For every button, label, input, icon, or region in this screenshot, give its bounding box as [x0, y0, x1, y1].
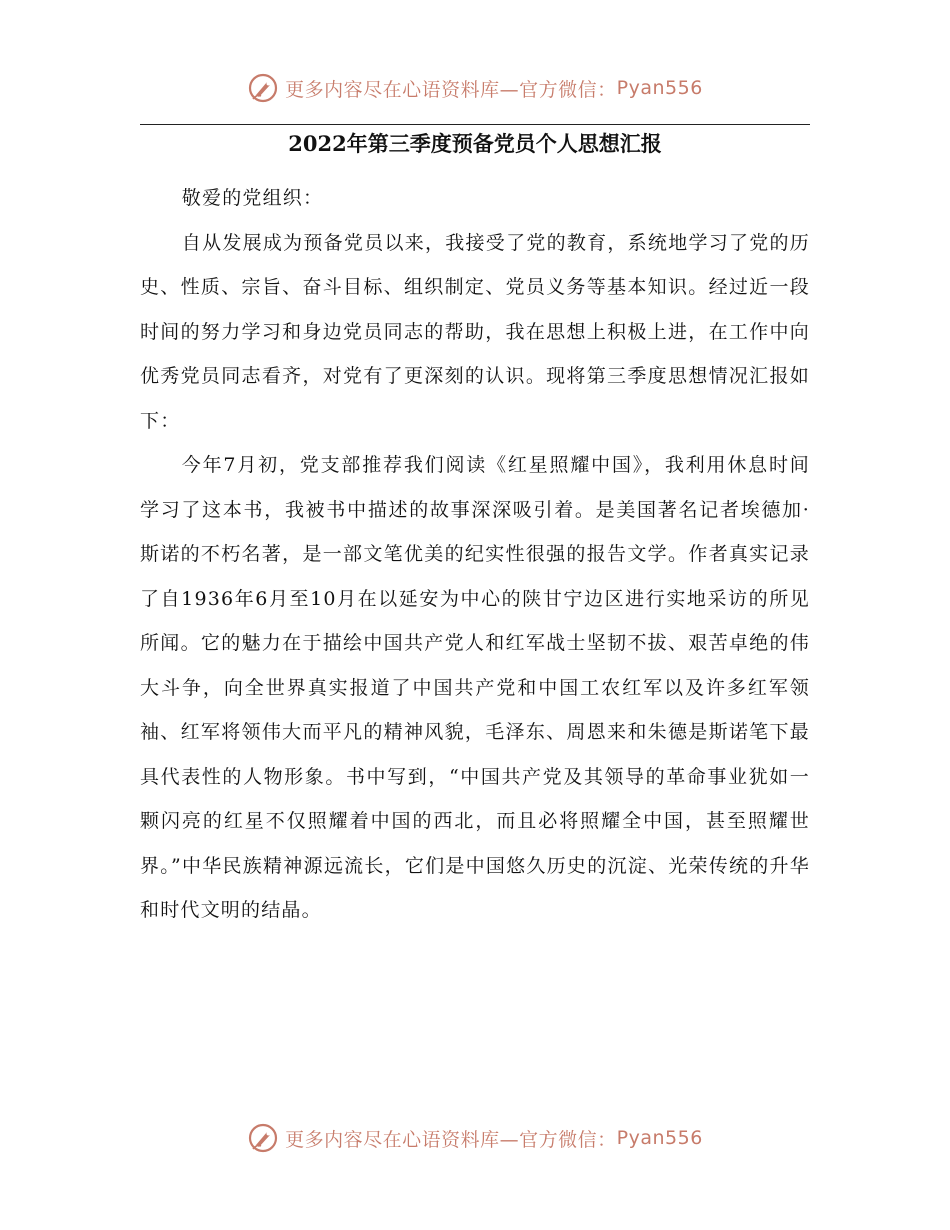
paragraph: 自从发展成为预备党员以来，我接受了党的教育，系统地学习了党的历史、性质、宗旨、奋斗目标、组织制定、党员义务等基本知识。经过近一段时间的努力学习和身边党员同志的帮助，我在思想上积极上进，在工作中向优秀党员同志看齐，对党有了更深刻的认识。现将第三季度思想情况汇报如下：: [140, 231, 810, 432]
banner-wechat-id: Pyan556: [616, 77, 703, 99]
footer-banner: [0, 1122, 950, 1154]
header-rule: [140, 124, 810, 125]
banner-text: 更多内容尽在心语资料库—官方微信：: [285, 1128, 617, 1151]
header-banner: [0, 72, 950, 104]
paragraph: 今年7月初，党支部推荐我们阅读《红星照耀中国》，我利用休息时间学习了这本书，我被书中描述的故事深深吸引着。是美国著名记者埃德加·斯诺的不朽名著，是一部文笔优美的纪实性很强的报告文学。作者真实记录了自1936年6月至10月在以延安为中心的陕甘宁边区进行实地采访的所见所闻。它的魅力在于描绘中国共产党人和红军战士坚韧不拔、艰苦卓绝的伟大斗争，向全世界真实报道了中国共产党和中国工农红军以及许多红军领袖、红军将领伟大而平凡的精神风貌，毛泽东、周恩来和朱德是斯诺笔下最具代表性的人物形象。书中写到，“中国共产党及其领导的革命事业犹如一颗闪亮的红星不仅照耀着中国的西北，而且必将照耀全中国，甚至照耀世界。”中华民族精神源远流长，它们是中国悠久历史的沉淀、光荣传统的升华和时代文明的结晶。: [140, 454, 810, 921]
document-title: 2022年第三季度预备党员个人思想汇报: [288, 131, 662, 156]
document-body: [140, 176, 810, 933]
pen-nib-logo-icon: [247, 72, 279, 104]
banner-text: 更多内容尽在心语资料库—官方微信：: [285, 78, 617, 101]
banner-wechat-id: Pyan556: [616, 1127, 703, 1149]
salutation: 敬爱的党组织：: [181, 187, 324, 209]
pen-nib-logo-icon: [247, 1122, 279, 1154]
